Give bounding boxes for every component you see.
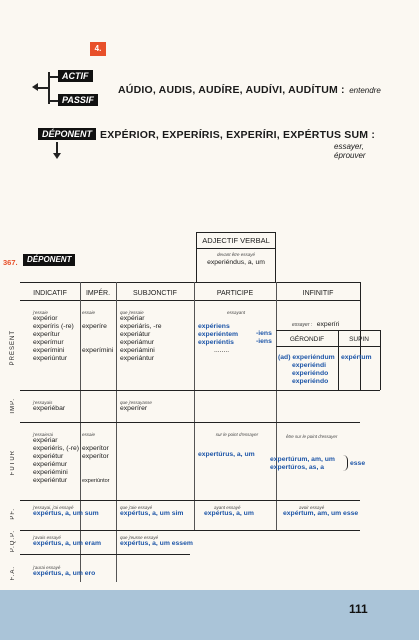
present-sub-form: expériar bbox=[120, 315, 145, 322]
gerondif-form: (ad) experiéndum bbox=[278, 354, 335, 361]
pqp-indicatif bbox=[33, 535, 101, 548]
present-part-ending: -iens bbox=[256, 338, 272, 345]
gerondif-form: experiéndo bbox=[292, 378, 329, 385]
tense-label-pqp: P.Q.P. bbox=[10, 530, 16, 553]
present-sub-note: que j'essaie bbox=[120, 310, 144, 315]
adjectif-note: devant être essayé bbox=[216, 252, 256, 257]
futur-ind-form: experiéris, (-re) bbox=[33, 445, 80, 452]
tense-label-imp: IMP. bbox=[10, 398, 16, 414]
section-number-badge: 4. bbox=[90, 42, 106, 56]
present-ind-form: experítur bbox=[33, 331, 60, 338]
imparfait-indicatif bbox=[33, 400, 65, 413]
pf-ind-note: j'essayai, j'ai essayé bbox=[33, 505, 74, 510]
imparfait-ind-note: j'essayais bbox=[33, 400, 53, 405]
present-sub-form: experiátur bbox=[120, 331, 151, 338]
futur-imperatif bbox=[82, 432, 110, 485]
present-part-form: experiéntis bbox=[198, 339, 234, 346]
pf-subjonctif bbox=[120, 505, 183, 518]
futur-imp-note: essaie bbox=[82, 432, 96, 437]
futur-ind-form: experiéntur bbox=[33, 477, 68, 484]
header-indicatif: INDICATIF bbox=[33, 290, 67, 297]
imparfait-subjonctif bbox=[120, 400, 152, 413]
present-infinitif bbox=[292, 313, 339, 331]
pf-participe bbox=[204, 505, 254, 518]
left-arrow-line bbox=[36, 87, 50, 89]
left-arrow-icon bbox=[32, 83, 38, 91]
present-inf-note: essayer : bbox=[292, 322, 313, 328]
present-indicatif bbox=[33, 310, 74, 363]
actif-connector bbox=[48, 76, 58, 78]
futur-inf-form: expertúros, as, a bbox=[270, 464, 325, 471]
deponent-label: DÉPONENT bbox=[38, 128, 96, 140]
pqp-ind-form: expértus, a, um eram bbox=[33, 540, 101, 547]
present-sub-form: experiámur bbox=[120, 339, 154, 346]
gerondif-forms bbox=[278, 354, 335, 386]
page-number: 111 bbox=[349, 602, 368, 616]
paragraph-label: DÉPONENT bbox=[23, 254, 75, 266]
pf-sub-form: expértus, a, um sim bbox=[120, 510, 184, 517]
pf-inf-form: expértum, am, um esse bbox=[283, 510, 359, 517]
line2-gloss-2: éprouver bbox=[334, 151, 366, 160]
line2-gloss-1: essayer, bbox=[334, 142, 364, 151]
present-subjonctif bbox=[120, 310, 162, 363]
present-inf-form: experíri bbox=[316, 321, 340, 328]
fa-ind-note: j'aurai essayé bbox=[33, 565, 61, 570]
adjectif-form: experiéndus, a, um bbox=[207, 259, 265, 266]
tense-label-fa: F.A. bbox=[10, 566, 16, 581]
present-imperatif bbox=[82, 310, 113, 355]
futur-imp-form: experiúntor bbox=[82, 478, 110, 484]
imparfait-sub-note: que j'essayasse bbox=[120, 400, 152, 405]
supin-form: expértum bbox=[341, 354, 372, 361]
pf-indicatif bbox=[33, 505, 99, 518]
fa-ind-form: expértus, a, um ero bbox=[33, 570, 96, 577]
passif-label: PASSIF bbox=[58, 94, 98, 106]
tense-label-futur: FUTUR bbox=[10, 450, 16, 476]
imparfait-sub-form: experírer bbox=[120, 405, 148, 412]
present-ind-form: experiúntur bbox=[33, 355, 68, 362]
pqp-ind-note: j'avais essayé bbox=[33, 535, 61, 540]
imparfait-ind-form: experiébar bbox=[33, 405, 66, 412]
futur-ind-note: j'essaierai bbox=[33, 432, 53, 437]
pqp-sub-note: que j'eusse essayé bbox=[120, 535, 159, 540]
present-part-form: expériens bbox=[198, 323, 230, 330]
futur-ind-form: expériar bbox=[33, 437, 58, 444]
actif-label: ACTIF bbox=[58, 70, 93, 82]
present-ind-note: j'essaie bbox=[33, 310, 48, 315]
present-imp-form: experíre bbox=[82, 323, 107, 330]
line2-forms: EXPÉRIOR, EXPERÍRIS, EXPERÍRI, EXPÉRTUS SUM : bbox=[100, 129, 376, 141]
present-part-note: essayant bbox=[226, 310, 245, 315]
tense-label-pf: PF. bbox=[10, 508, 16, 520]
futur-indicatif bbox=[33, 432, 79, 485]
futur-imp-form: experítor bbox=[82, 445, 109, 452]
present-sub-form: experiámini bbox=[120, 347, 155, 354]
supin-header: SUPIN bbox=[349, 336, 369, 343]
line1-gloss: entendre bbox=[349, 86, 381, 95]
futur-inf-note: être sur le point d'essayer bbox=[286, 434, 338, 439]
futur-imp-form: experítor bbox=[82, 453, 109, 460]
present-part-dots: ........ bbox=[214, 347, 230, 354]
pf-sub-note: que j'aie essayé bbox=[120, 505, 153, 510]
present-sub-form: experiántur bbox=[120, 355, 155, 362]
pqp-subjonctif bbox=[120, 535, 193, 548]
pf-part-form: expértus, a, um bbox=[204, 510, 254, 517]
passif-connector bbox=[48, 100, 58, 102]
paragraph-number: 367. bbox=[3, 258, 18, 267]
gerondif-form: experiéndo bbox=[292, 370, 329, 377]
futur-infinitif bbox=[270, 456, 335, 472]
present-ind-form: experímini bbox=[33, 347, 65, 354]
pqp-sub-form: expértus, a, um essem bbox=[120, 540, 193, 547]
down-arrow-icon bbox=[53, 153, 61, 159]
present-part-form: experiéntem bbox=[198, 331, 239, 338]
header-infinitif: INFINITIF bbox=[302, 290, 334, 297]
futur-inf-form: expertúrum, am, um bbox=[270, 456, 335, 463]
pf-part-note: ayant essayé bbox=[214, 505, 241, 510]
futur-part-form: expertúrus, a, um bbox=[198, 451, 255, 458]
present-imp-form: experímini bbox=[82, 347, 114, 354]
futur-ind-form: experiémini bbox=[33, 469, 68, 476]
present-ind-form: experíris (-re) bbox=[33, 323, 74, 330]
present-part-ending: -iens bbox=[256, 330, 272, 337]
line1-forms: AÚDIO, AUDIS, AUDÍRE, AUDÍVI, AUDÍTUM : bbox=[118, 84, 345, 96]
futur-part-note: sur le point d'essayer bbox=[215, 432, 259, 437]
line1-text bbox=[118, 80, 381, 98]
header-participe: PARTICIPE bbox=[216, 290, 254, 297]
pf-ind-form: expértus, a, um sum bbox=[33, 510, 99, 517]
adjectif-verbal-box bbox=[196, 232, 276, 283]
futur-ind-form: experiétur bbox=[33, 453, 64, 460]
futur-participe bbox=[198, 432, 276, 459]
gerondif-form: experiéndi bbox=[292, 362, 326, 369]
gerondif-header: GÉRONDIF bbox=[289, 336, 325, 343]
adjectif-title: ADJECTIF VERBAL bbox=[197, 233, 275, 249]
pf-infinitif bbox=[283, 505, 358, 518]
header-subjonctif: SUBJONCTIF bbox=[133, 290, 177, 297]
pf-inf-note: avoir essayé bbox=[299, 505, 325, 510]
present-sub-form: experiáris, -re bbox=[120, 323, 162, 330]
header-imper: IMPÉR. bbox=[85, 290, 111, 297]
brace-icon bbox=[343, 455, 348, 471]
fa-indicatif bbox=[33, 565, 95, 578]
tense-label-present: PRÉSENT bbox=[10, 330, 16, 366]
futur-ind-form: experiémur bbox=[33, 461, 67, 468]
futur-esse: esse bbox=[350, 460, 366, 467]
present-ind-form: expérior bbox=[33, 315, 58, 322]
present-ind-form: experímur bbox=[33, 339, 64, 346]
present-imp-note: essaie bbox=[82, 310, 96, 315]
